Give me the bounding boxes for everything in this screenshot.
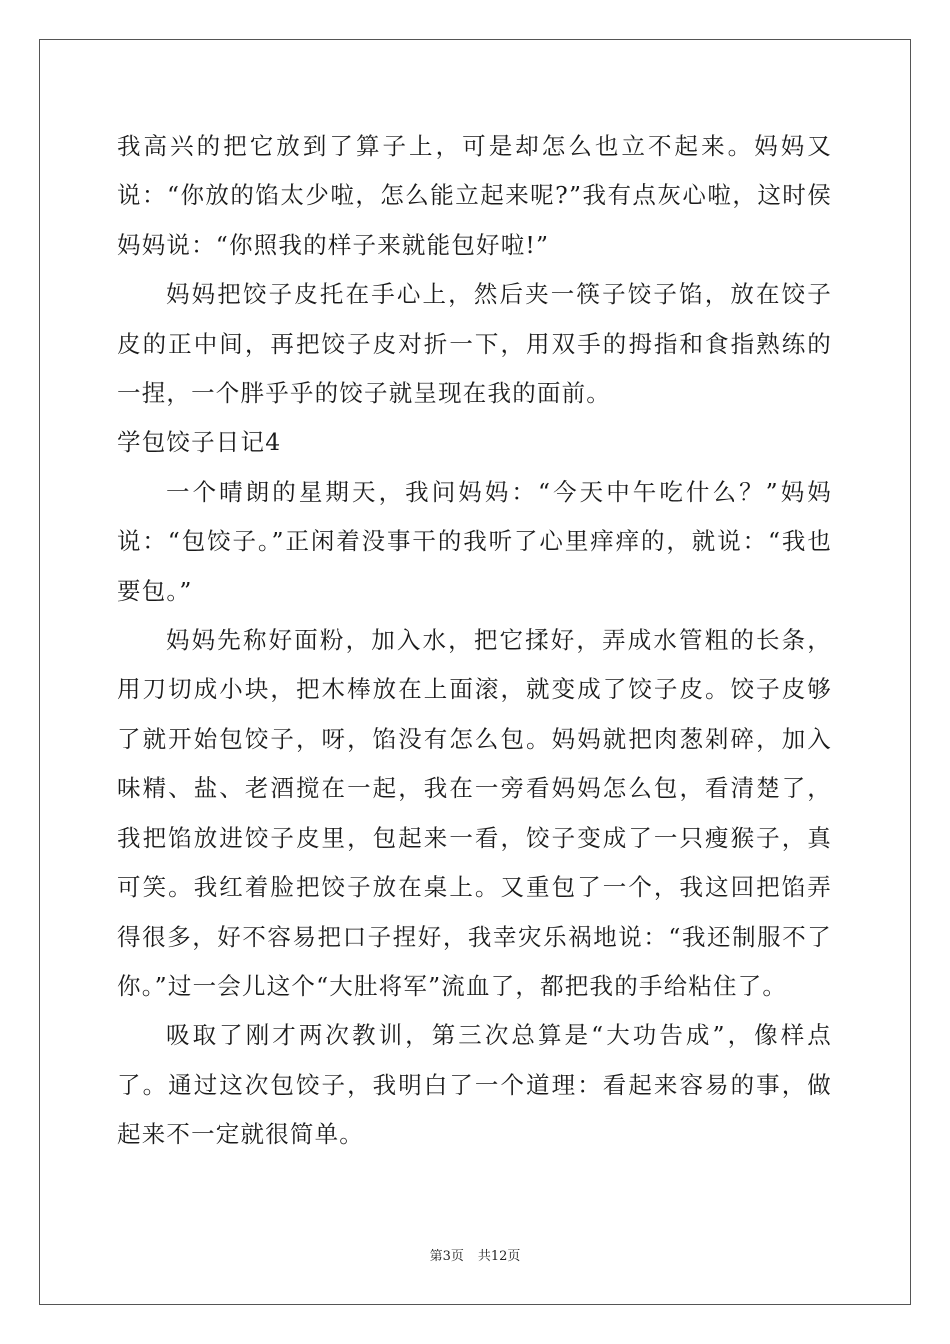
page-number-current: 第3页 — [429, 1249, 464, 1264]
paragraph: 我高兴的把它放到了算子上，可是却怎么也立不起来。妈妈又说：“你放的馅太少啦，怎么能立起来呢?”我有点灰心啦，这时侯妈妈说：“你照我的样子来就能包好啦!” — [117, 132, 832, 259]
paragraph: 妈妈把饺子皮托在手心上，然后夹一筷子饺子馅，放在饺子皮的正中间，再把饺子皮对折一下，用双手的拇指和食指熟练的一捏，一个胖乎乎的饺子就呈现在我的面前。 — [117, 280, 832, 408]
document-body — [117, 122, 832, 1160]
page-number-total: 共12页 — [477, 1249, 521, 1264]
page-footer — [0, 1248, 950, 1266]
paragraph: 吸取了刚才两次教训，第三次总算是“大功告成”，像样点了。通过这次包饺子，我明白了一个道理：看起来容易的事，做起来不一定就很简单。 — [117, 1021, 832, 1149]
paragraph: 妈妈先称好面粉，加入水，把它揉好，弄成水管粗的长条，用刀切成小块，把木棒放在上面滚，就变成了饺子皮。饺子皮够了就开始包饺子，呀，馅没有怎么包。妈妈就把肉葱剁碎，加入味精、盐、老酒搅在一起，我在一旁看妈妈怎么包，看清楚了，我把馅放进饺子皮里，包起来一看，饺子变成了一只瘦猴子，真可笑。我红着脸把饺子放在桌上。又重包了一个，我这回把馅弄得很多，好不容易把口子捏好，我幸灾乐祸地说：“我还制服不了你。”过一会儿这个“大肚将军”流血了，都把我的手给粘住了。 — [117, 626, 832, 1000]
section-heading: 学包饺子日记4 — [117, 428, 282, 457]
paragraph: 一个晴朗的星期天，我问妈妈：“今天中午吃什么？”妈妈说：“包饺子。”正闲着没事干的我听了心里痒痒的，就说：“我也要包。” — [117, 477, 832, 605]
